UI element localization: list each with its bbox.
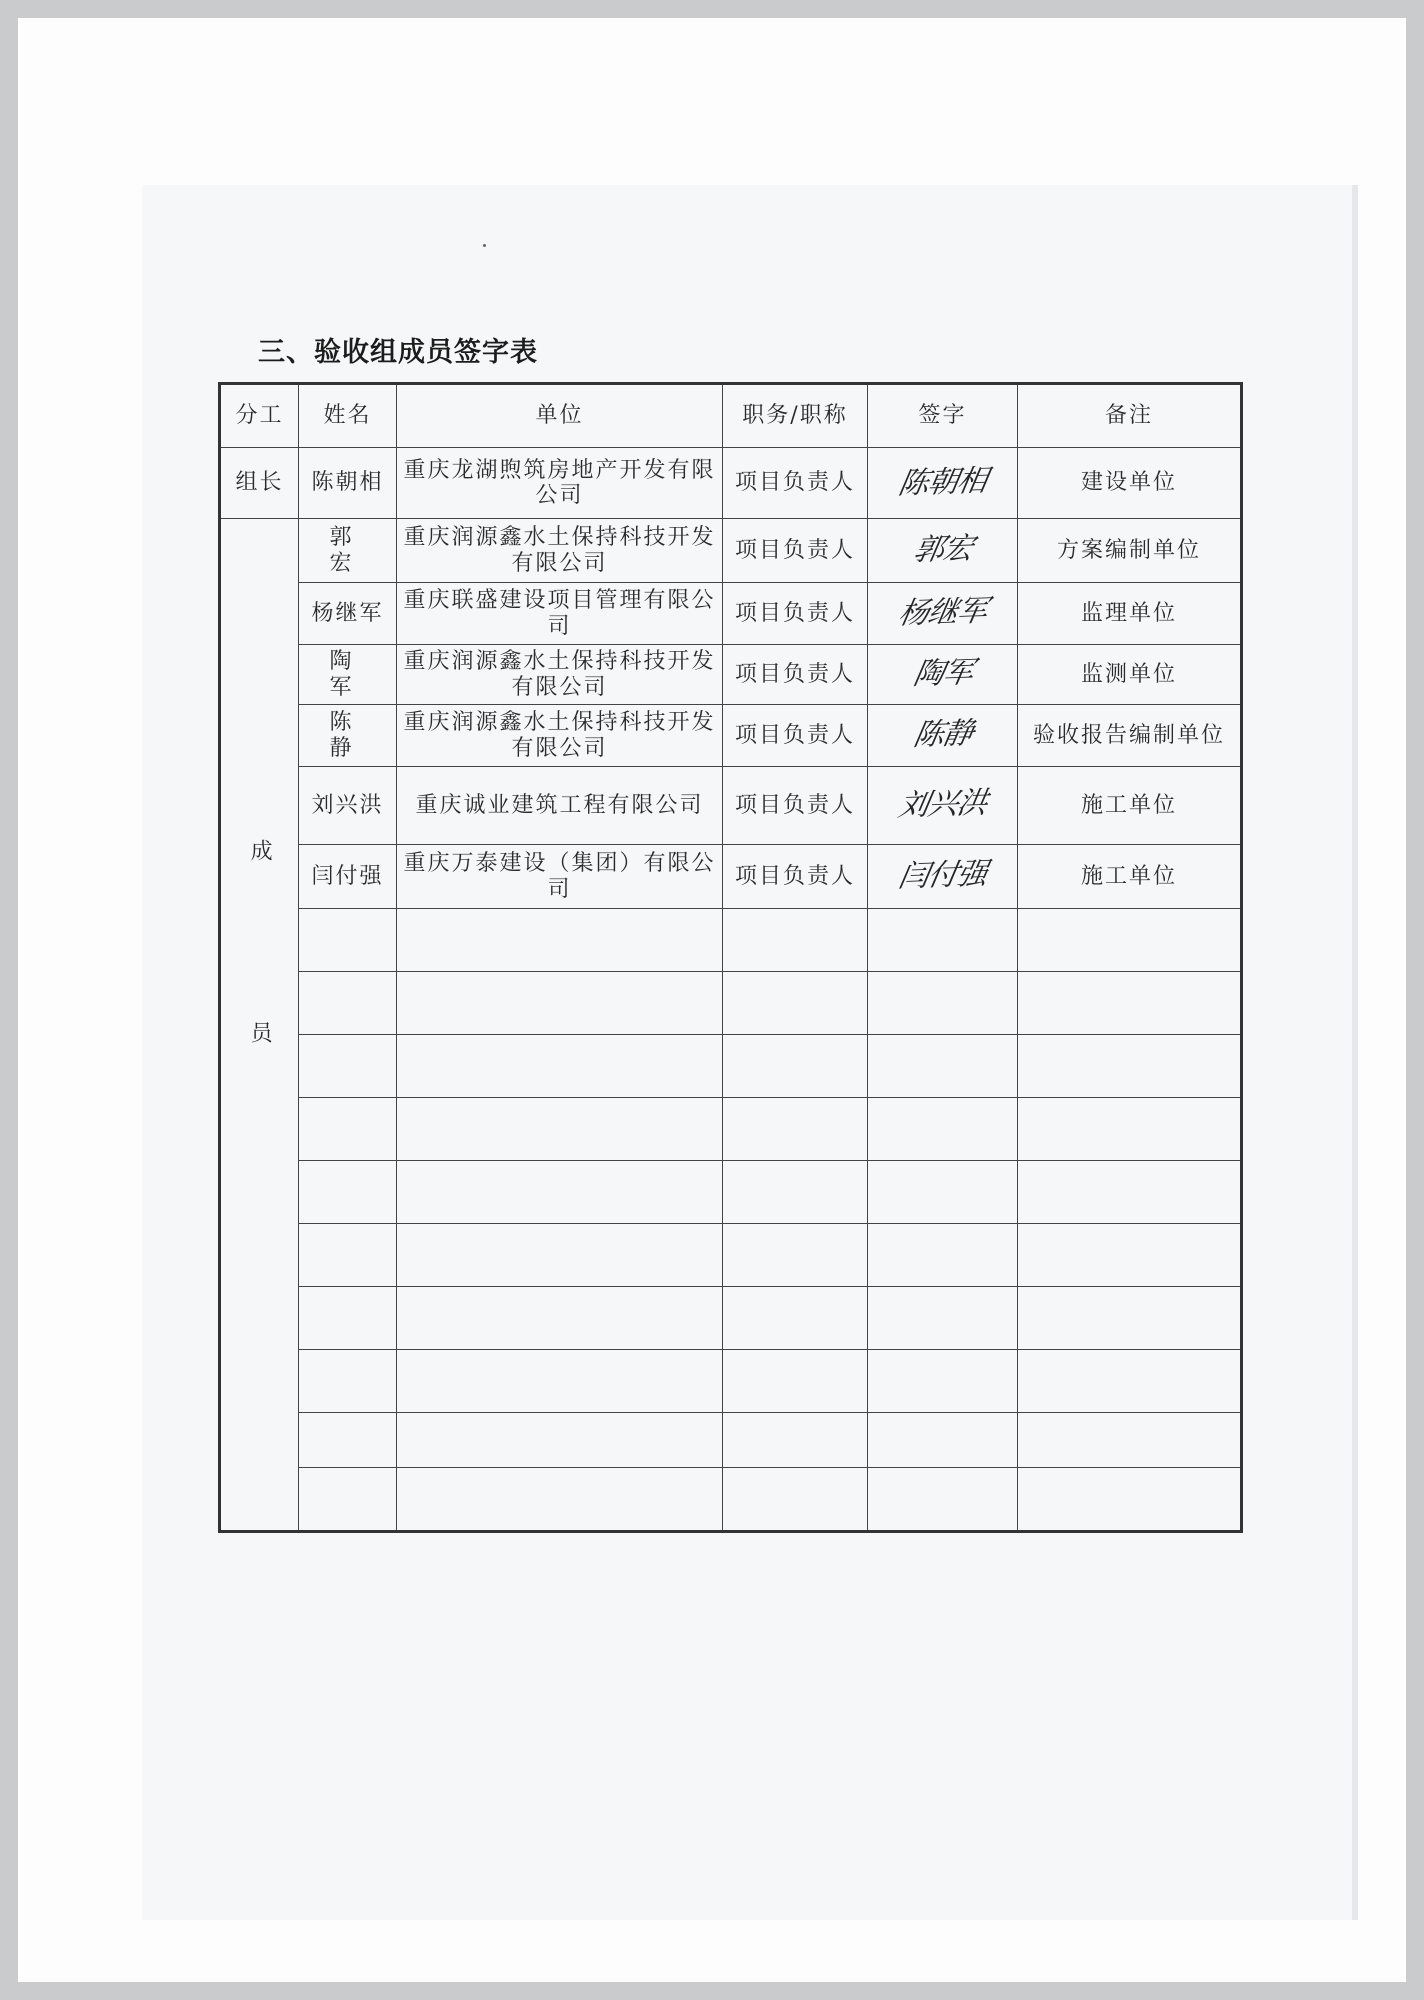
empty-row xyxy=(220,972,1242,1035)
member-name: 陈 静 xyxy=(299,705,397,767)
header-title: 职务/职称 xyxy=(723,384,868,448)
leader-row xyxy=(220,448,1242,519)
header-unit: 单位 xyxy=(397,384,723,448)
member-name: 闫付强 xyxy=(299,845,397,909)
member-signature-cell xyxy=(868,705,1018,767)
member-unit: 重庆润源鑫水土保持科技开发有限公司 xyxy=(397,705,723,767)
header-name: 姓名 xyxy=(299,384,397,448)
member-signature-cell xyxy=(868,519,1018,583)
member-name: 刘兴洪 xyxy=(299,767,397,845)
member-title: 项目负责人 xyxy=(723,845,868,909)
handwritten-signature: 陶军 xyxy=(910,655,975,693)
empty-row xyxy=(220,1413,1242,1468)
member-unit: 重庆万泰建设（集团）有限公司 xyxy=(397,845,723,909)
empty-row xyxy=(220,1350,1242,1413)
header-remark: 备注 xyxy=(1018,384,1242,448)
member-name: 郭 宏 xyxy=(299,519,397,583)
leader-remark: 建设单位 xyxy=(1018,448,1242,519)
handwritten-signature: 刘兴洪 xyxy=(895,785,990,824)
leader-role: 组长 xyxy=(220,448,299,519)
member-unit: 重庆润源鑫水土保持科技开发有限公司 xyxy=(397,519,723,583)
member-role-label: 成员 xyxy=(247,839,273,1204)
member-signature-cell xyxy=(868,845,1018,909)
leader-unit: 重庆龙湖煦筑房地产开发有限公司 xyxy=(397,448,723,519)
member-title: 项目负责人 xyxy=(723,767,868,845)
member-name: 陶 军 xyxy=(299,645,397,705)
member-row xyxy=(220,645,1242,705)
member-signature-cell xyxy=(868,645,1018,705)
member-row xyxy=(220,845,1242,909)
empty-row xyxy=(220,1098,1242,1161)
empty-row xyxy=(220,1161,1242,1224)
member-remark: 施工单位 xyxy=(1018,767,1242,845)
member-signature-cell xyxy=(868,583,1018,645)
member-signature-cell xyxy=(868,767,1018,845)
member-remark: 监测单位 xyxy=(1018,645,1242,705)
handwritten-signature: 郭宏 xyxy=(910,531,975,569)
handwritten-signature: 陈静 xyxy=(910,716,975,754)
leader-signature-cell xyxy=(868,448,1018,519)
handwritten-signature: 陈朝相 xyxy=(895,463,990,502)
member-title: 项目负责人 xyxy=(723,519,868,583)
member-title: 项目负责人 xyxy=(723,645,868,705)
member-remark: 施工单位 xyxy=(1018,845,1242,909)
member-remark: 监理单位 xyxy=(1018,583,1242,645)
header-role: 分工 xyxy=(220,384,299,448)
empty-row xyxy=(220,1468,1242,1532)
member-remark: 验收报告编制单位 xyxy=(1018,705,1242,767)
handwritten-signature: 杨继军 xyxy=(895,593,990,632)
member-title: 项目负责人 xyxy=(723,583,868,645)
signature-table xyxy=(218,382,1243,1533)
handwritten-signature: 闫付强 xyxy=(895,856,990,895)
member-unit: 重庆诚业建筑工程有限公司 xyxy=(397,767,723,845)
section-title: 三、验收组成员签字表 xyxy=(258,337,538,368)
member-unit: 重庆联盛建设项目管理有限公司 xyxy=(397,583,723,645)
member-role-cell xyxy=(220,519,299,1532)
member-title: 项目负责人 xyxy=(723,705,868,767)
empty-row xyxy=(220,909,1242,972)
header-signature: 签字 xyxy=(868,384,1018,448)
member-row xyxy=(220,583,1242,645)
member-name: 杨继军 xyxy=(299,583,397,645)
leader-title: 项目负责人 xyxy=(723,448,868,519)
scan-speck xyxy=(483,244,486,247)
empty-row xyxy=(220,1035,1242,1098)
empty-row xyxy=(220,1224,1242,1287)
table-header-row xyxy=(220,384,1242,448)
member-unit: 重庆润源鑫水土保持科技开发有限公司 xyxy=(397,645,723,705)
member-remark: 方案编制单位 xyxy=(1018,519,1242,583)
empty-row xyxy=(220,1287,1242,1350)
member-row xyxy=(220,767,1242,845)
leader-name: 陈朝相 xyxy=(299,448,397,519)
member-row xyxy=(220,705,1242,767)
member-row xyxy=(220,519,1242,583)
